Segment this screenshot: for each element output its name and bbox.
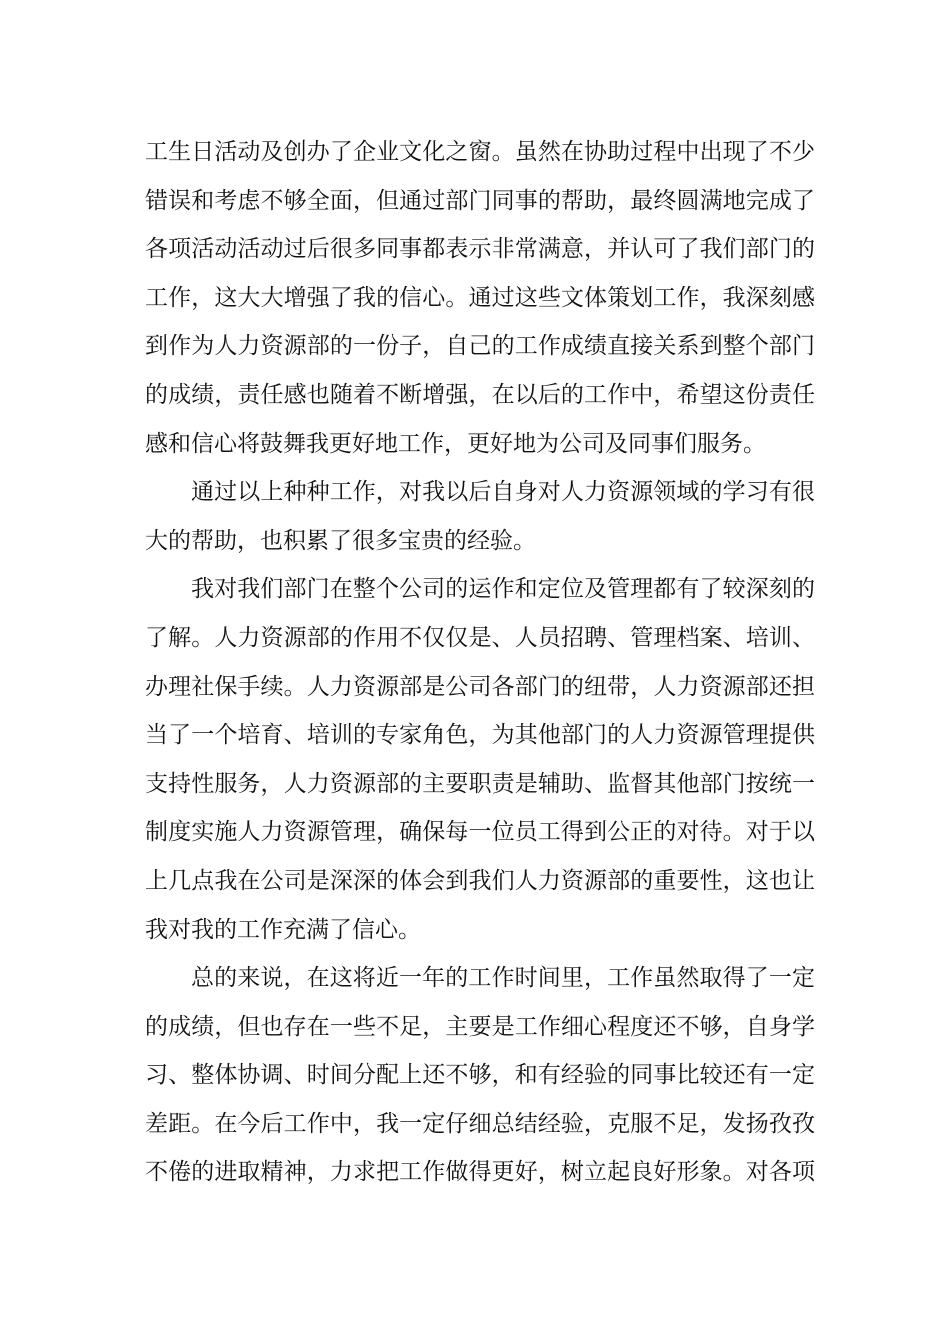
text-line: 上几点我在公司是深深的体会到我们人力资源部的重要性，这也让	[145, 867, 815, 894]
text-line: 大的帮助，也积累了很多宝贵的经验。	[145, 527, 536, 554]
text-line: 我对我的工作充满了信心。	[145, 916, 421, 943]
paragraph-1	[145, 128, 815, 468]
text-line: 错误和考虑不够全面，但通过部门同事的帮助，最终圆满地完成了	[145, 187, 815, 214]
text-line: 当了一个培育、培训的专家角色，为其他部门的人力资源管理提供	[145, 722, 815, 749]
text-line: 办理社保手续。人力资源部是公司各部门的纽带，人力资源部还担	[145, 673, 815, 700]
text-line: 总的来说，在这将近一年的工作时间里，工作虽然取得了一定	[191, 965, 815, 992]
paragraph-3	[145, 565, 815, 954]
text-line: 制度实施人力资源管理，确保每一位员工得到公正的对待。对于以	[145, 819, 815, 846]
document-body	[145, 128, 815, 1197]
text-line: 差距。在今后工作中，我一定仔细总结经验，克服不足，发扬孜孜	[145, 1110, 815, 1137]
text-line: 支持性服务，人力资源部的主要职责是辅助、监督其他部门按统一	[145, 770, 815, 797]
text-line: 习、整体协调、时间分配上还不够，和有经验的同事比较还有一定	[145, 1062, 815, 1089]
text-line: 的成绩，责任感也随着不断增强，在以后的工作中，希望这份责任	[145, 381, 815, 408]
paragraph-2	[145, 468, 815, 565]
text-line: 感和信心将鼓舞我更好地工作，更好地为公司及同事们服务。	[145, 430, 766, 457]
text-line: 了解。人力资源部的作用不仅仅是、人员招聘、管理档案、培训、	[145, 624, 815, 651]
text-line: 的成绩，但也存在一些不足，主要是工作细心程度还不够，自身学	[145, 1013, 815, 1040]
text-line: 工作，这大大增强了我的信心。通过这些文体策划工作，我深刻感	[145, 284, 815, 311]
text-line: 到作为人力资源部的一份子，自己的工作成绩直接关系到整个部门	[145, 333, 815, 360]
text-line: 工生日活动及创办了企业文化之窗。虽然在协助过程中出现了不少	[145, 139, 815, 165]
text-line: 不倦的进取精神，力求把工作做得更好，树立起良好形象。对各项	[145, 1159, 815, 1186]
paragraph-4	[145, 954, 815, 1197]
text-line: 各项活动活动过后很多同事都表示非常满意，并认可了我们部门的	[145, 236, 815, 263]
text-line: 通过以上种种工作，对我以后自身对人力资源领域的学习有很	[191, 479, 815, 506]
text-line: 我对我们部门在整个公司的运作和定位及管理都有了较深刻的	[191, 576, 815, 603]
